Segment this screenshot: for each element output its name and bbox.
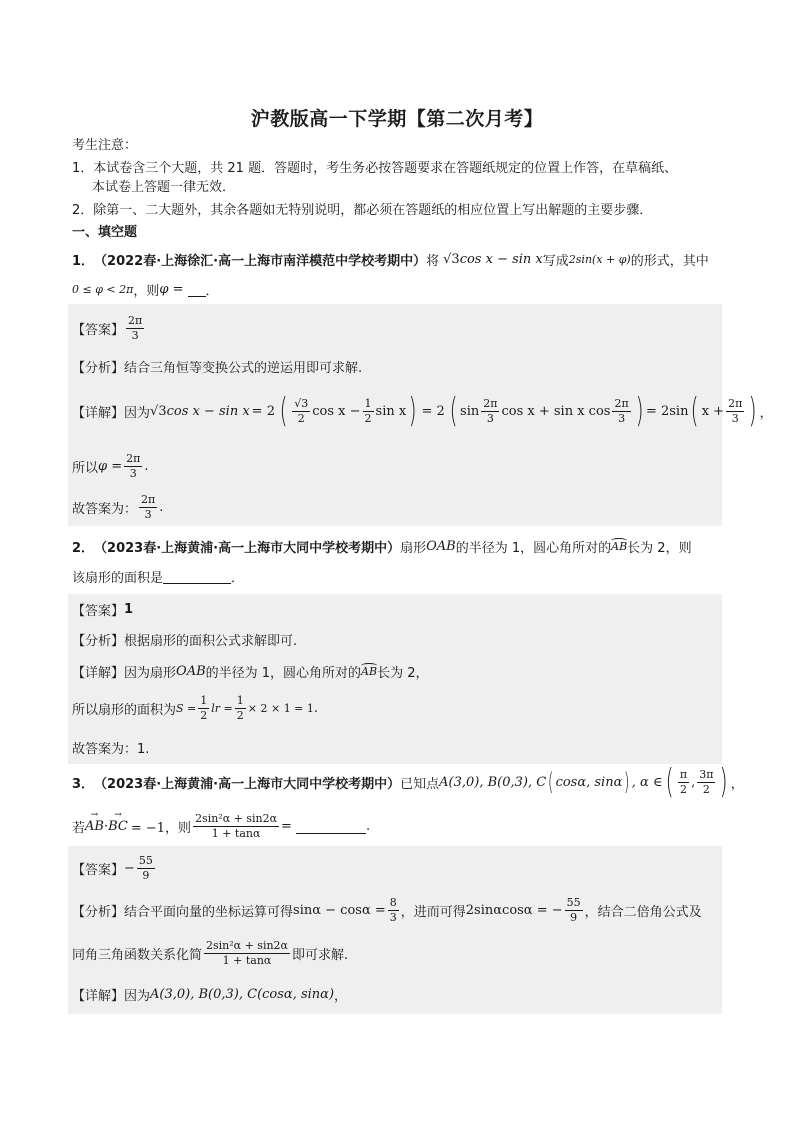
q3-analysis-a: 结合平面向量的坐标运算可得 bbox=[124, 904, 294, 920]
notice-label: 考生注意： bbox=[72, 138, 138, 153]
left-paren: ( bbox=[665, 762, 674, 802]
q1-detail-cos: cos x − bbox=[312, 403, 361, 419]
q3-answer-blank bbox=[296, 819, 366, 834]
q1-detail-sin: sin bbox=[460, 403, 480, 419]
q1-answer-fraction bbox=[126, 314, 144, 343]
q3-detail-row bbox=[72, 983, 347, 1005]
pi-over-2 bbox=[678, 768, 689, 797]
fraction-denominator: 1 + tanα bbox=[222, 953, 272, 967]
q2-analysis-row bbox=[72, 629, 297, 649]
q2-answer: 1 bbox=[124, 601, 134, 617]
q3-detail-a: 因为 bbox=[124, 988, 151, 1004]
fraction-numerator: 1 bbox=[236, 693, 244, 707]
q1-source: （2022春·上海徐汇·高一上海市南洋模范中学校考期中） bbox=[94, 253, 427, 269]
fraction-denominator: 9 bbox=[142, 868, 150, 882]
q3-text-a: 已知点 bbox=[400, 776, 440, 792]
q1-stem-line1 bbox=[72, 248, 709, 270]
q2-detail-a: 因为扇形 bbox=[124, 665, 177, 681]
q1-number: 1． bbox=[72, 253, 95, 269]
q1-detail-label: 【详解】 bbox=[72, 405, 125, 421]
fraction-numerator: 8 bbox=[389, 895, 397, 909]
q1-conclusion: 故答案为： bbox=[72, 501, 138, 517]
q3-eq-end: = bbox=[281, 818, 292, 834]
fraction-numerator: 2π bbox=[483, 396, 498, 410]
two-pi-over-3 bbox=[124, 452, 142, 481]
q2-detail-arc: AB bbox=[361, 664, 378, 678]
q2-detail-oab: OAB bbox=[176, 663, 206, 679]
q2-number: 2． bbox=[72, 540, 95, 556]
q2-text-e: ． bbox=[231, 570, 245, 586]
q2-so-c: × 2 × 1 = 1 bbox=[247, 701, 314, 715]
q1-analysis-text: 结合三角恒等变换公式的逆运用即可求解. bbox=[124, 360, 363, 376]
q2-so-end: . bbox=[313, 700, 319, 716]
q2-arc: AB bbox=[611, 539, 628, 553]
q2-text-d: 该扇形的面积是 bbox=[72, 570, 164, 586]
q2-conclusion-row bbox=[72, 737, 149, 757]
q2-so-lr: lr = bbox=[211, 701, 233, 715]
two-pi-over-3 bbox=[481, 397, 499, 426]
vector-ab: → AB bbox=[85, 819, 104, 834]
right-paren: ) bbox=[408, 391, 417, 431]
fraction-denominator: 2 bbox=[679, 782, 687, 796]
q3-points: A(3,0), B(0,3), C bbox=[439, 774, 547, 790]
q1-detail-final: = 2sin bbox=[645, 403, 689, 419]
q3-answer-label: 【答案】 bbox=[72, 862, 125, 878]
q1-answer-label: 【答案】 bbox=[72, 322, 125, 338]
q3-detail-points: A(3,0), B(0,3), C(cosα, sinα) bbox=[150, 986, 335, 1002]
one-over-2 bbox=[198, 694, 209, 723]
q2-analysis-text: 根据扇形的面积公式求解即可. bbox=[124, 633, 298, 649]
q3-stem-line2 bbox=[72, 807, 370, 845]
q1-text-c: 的形式，其中 bbox=[630, 253, 709, 269]
q1-so-row bbox=[72, 448, 149, 484]
fraction-denominator: 9 bbox=[570, 910, 578, 924]
q1-sqrt3: √3 bbox=[443, 251, 460, 267]
q3-source: （2023春·上海黄浦·高一上海市大同中学校考期中） bbox=[94, 776, 401, 792]
q1-stem-line2 bbox=[72, 279, 219, 299]
two-pi-over-3 bbox=[726, 397, 744, 426]
fraction-denominator: 2 bbox=[702, 782, 710, 796]
sqrt3-over-2 bbox=[292, 397, 310, 426]
q1-detail-cosx-plus: cos x + sin x cos bbox=[501, 403, 611, 419]
q1-answer-row bbox=[72, 310, 146, 346]
q3-eq-neg1: = −1，则 bbox=[130, 820, 192, 836]
q3-analysis-label: 【分析】 bbox=[72, 904, 125, 920]
q1-so-prefix: 所以 bbox=[72, 460, 99, 476]
q1-blank-end: ． bbox=[205, 283, 219, 299]
q2-answer-row bbox=[72, 599, 133, 619]
fraction-numerator: 2sin²α + sin2α bbox=[195, 811, 278, 825]
fraction-numerator: 2π bbox=[614, 396, 629, 410]
fraction-numerator: 55 bbox=[566, 895, 581, 909]
left-paren: ( bbox=[449, 391, 458, 431]
q3-if: 若 bbox=[72, 820, 86, 836]
q1-detail-row bbox=[72, 390, 773, 432]
fraction-numerator: π bbox=[679, 767, 688, 781]
one-over-2 bbox=[363, 397, 374, 426]
q3-answer-fraction bbox=[137, 854, 155, 883]
q1-so-phi: φ = bbox=[98, 458, 123, 474]
q1-detail-eq2b: = 2 bbox=[421, 403, 445, 419]
eight-over-3 bbox=[388, 896, 399, 925]
q1-expr: cos x − sin x bbox=[459, 251, 543, 267]
fraction-denominator: 2 bbox=[200, 708, 208, 722]
q1-conclusion-row bbox=[72, 489, 163, 525]
q3-stem-line1: 3． （2023春·上海黄浦·高一上海市大同中学校考期中） 已知点 A(3,0), B(0,3), C ( cosα, sinα ) , α ∈ ( $\frac{\pi}{2}$ , $\frac{3\pi}{2}$ ) ， bbox=[72, 762, 744, 802]
vector-bc: → BC bbox=[108, 819, 128, 834]
q2-text-a: 扇形 bbox=[400, 540, 427, 556]
fraction-denominator: 3 bbox=[144, 507, 152, 521]
fraction-denominator: 3 bbox=[389, 910, 397, 924]
q1-detail-x-plus: x + bbox=[701, 403, 725, 419]
fraction-denominator: 3 bbox=[731, 411, 739, 425]
q1-answer-blank bbox=[188, 282, 206, 297]
q2-so-s: S = bbox=[176, 701, 197, 715]
q2-detail-label: 【详解】 bbox=[72, 665, 125, 681]
q3-analysis-b: ，进而可得 bbox=[400, 904, 466, 920]
q2-text-c: 长为 2，则 bbox=[627, 540, 692, 556]
q1-text-d: ，则 bbox=[133, 283, 160, 299]
left-paren: ( bbox=[279, 391, 288, 431]
right-paren: ) bbox=[635, 391, 644, 431]
fraction-denominator: 2 bbox=[297, 411, 305, 425]
two-pi-over-3 bbox=[612, 397, 630, 426]
q3-line1-end: ， bbox=[730, 776, 744, 792]
q3-end: . bbox=[365, 818, 371, 834]
q2-conclusion: 故答案为：1. bbox=[72, 741, 150, 757]
q1-analysis-row bbox=[72, 356, 362, 376]
two-pi-over-3 bbox=[139, 493, 157, 522]
q3-c-args: cosα, sinα bbox=[555, 774, 623, 790]
q1-detail-sinx: sin x bbox=[375, 403, 407, 419]
target-fraction bbox=[204, 939, 290, 968]
q2-detail-row bbox=[72, 661, 428, 681]
fraction-numerator: 55 bbox=[138, 853, 153, 867]
q3-answer-row bbox=[72, 850, 157, 886]
notice-item-1-cont: 本试卷上答题一律无效． bbox=[92, 180, 236, 195]
q3-dot: · bbox=[103, 818, 109, 834]
q1-target-form: 2sin(x + φ) bbox=[568, 252, 631, 266]
fraction-numerator: 2π bbox=[141, 492, 156, 506]
section-heading: 一、填空题 bbox=[72, 225, 138, 240]
q1-conclusion-end: . bbox=[159, 499, 164, 515]
q2-analysis-label: 【分析】 bbox=[72, 633, 125, 649]
q3-analysis-row-1 bbox=[72, 892, 702, 928]
fraction-numerator: √3 bbox=[294, 396, 309, 410]
fraction-denominator: 1 + tanα bbox=[211, 826, 261, 840]
q2-detail-c: 长为 2， bbox=[377, 665, 429, 681]
q3-answer-neg: − bbox=[124, 860, 135, 876]
q1-detail-expr: cos x − sin x bbox=[166, 403, 250, 419]
q2-answer-blank bbox=[163, 569, 231, 584]
fraction-denominator: 3 bbox=[486, 411, 494, 425]
left-paren: ( bbox=[548, 768, 554, 796]
q2-oab: OAB bbox=[426, 538, 456, 554]
fraction-denominator: 2 bbox=[236, 708, 244, 722]
q3-analysis-c: ，结合二倍角公式及 bbox=[584, 904, 702, 920]
three-pi-over-2 bbox=[697, 768, 715, 797]
one-over-2 bbox=[235, 694, 246, 723]
fraction-numerator: 2π bbox=[128, 313, 143, 327]
notice-item-1: 1．本试卷含三个大题，共 21 题．答题时，考生务必按答题要求在答题纸规定的位置上作答，在草稿纸、 bbox=[72, 161, 678, 176]
fraction-denominator: 3 bbox=[131, 328, 139, 342]
q1-detail-sqrt3: √3 bbox=[150, 403, 167, 419]
q1-condition: 0 ≤ φ < 2π bbox=[72, 282, 134, 296]
fraction-numerator: 1 bbox=[200, 693, 208, 707]
fraction-numerator: 1 bbox=[364, 396, 372, 410]
fraction-numerator: 2sin²α + sin2α bbox=[206, 938, 288, 952]
fraction-numerator: 2π bbox=[126, 451, 141, 465]
q2-so-a: 所以扇形的面积为 bbox=[72, 702, 177, 718]
q1-text-b: 写成 bbox=[542, 253, 569, 269]
fraction-denominator: 2 bbox=[364, 411, 372, 425]
fraction-numerator: 3π bbox=[699, 767, 714, 781]
q2-detail-b: 的半径为 1，圆心角所对的 bbox=[205, 665, 362, 681]
q3-detail-label: 【详解】 bbox=[72, 988, 125, 1004]
fraction-numerator: 2π bbox=[728, 396, 743, 410]
target-fraction bbox=[193, 812, 279, 841]
q1-text-a: 将 bbox=[426, 253, 440, 269]
q1-phi-eq: φ = bbox=[159, 281, 184, 297]
q3-analysis-expr1: sinα − cosα = bbox=[293, 902, 386, 918]
q2-text-b: 的半径为 1，圆心角所对的 bbox=[455, 540, 612, 556]
q2-so-row bbox=[72, 690, 318, 726]
fraction-denominator: 3 bbox=[129, 466, 137, 480]
q1-analysis-label: 【分析】 bbox=[72, 360, 125, 376]
q1-detail-eq2: = 2 bbox=[251, 403, 275, 419]
q1-detail-comma: ， bbox=[759, 405, 773, 421]
q2-source: （2023春·上海黄浦·高一上海市大同中学校考期中） bbox=[94, 540, 401, 556]
q2-answer-label: 【答案】 bbox=[72, 603, 125, 619]
left-paren: ( bbox=[691, 391, 700, 431]
q3-analysis-expr2: 2sinαcosα = − bbox=[465, 902, 563, 918]
q1-so-end: . bbox=[144, 458, 149, 474]
q1-detail-prefix: 因为 bbox=[124, 405, 151, 421]
q2-stem-line2 bbox=[72, 566, 244, 586]
q3-number: 3． bbox=[72, 776, 95, 792]
right-paren: ) bbox=[624, 768, 630, 796]
right-paren: ) bbox=[748, 391, 757, 431]
q2-stem-line1 bbox=[72, 536, 692, 556]
fifty-five-over-9 bbox=[565, 896, 583, 925]
fraction-denominator: 3 bbox=[618, 411, 626, 425]
q3-alpha-in: , α ∈ bbox=[631, 774, 663, 790]
right-paren: ) bbox=[720, 762, 729, 802]
page-title: 沪教版高一下学期【第二次月考】 bbox=[250, 108, 544, 130]
q3-analysis-row-2 bbox=[72, 934, 348, 972]
notice-item-2: 2．除第一、二大题外，其余各题如无特别说明，都必须在答题纸的相应位置上写出解题的主要步骤． bbox=[72, 203, 653, 218]
q3-analysis-e: 即可求解. bbox=[291, 947, 349, 963]
q3-analysis-d: 同角三角函数关系化简 bbox=[72, 947, 203, 963]
q3-detail-end: ， bbox=[334, 988, 348, 1004]
